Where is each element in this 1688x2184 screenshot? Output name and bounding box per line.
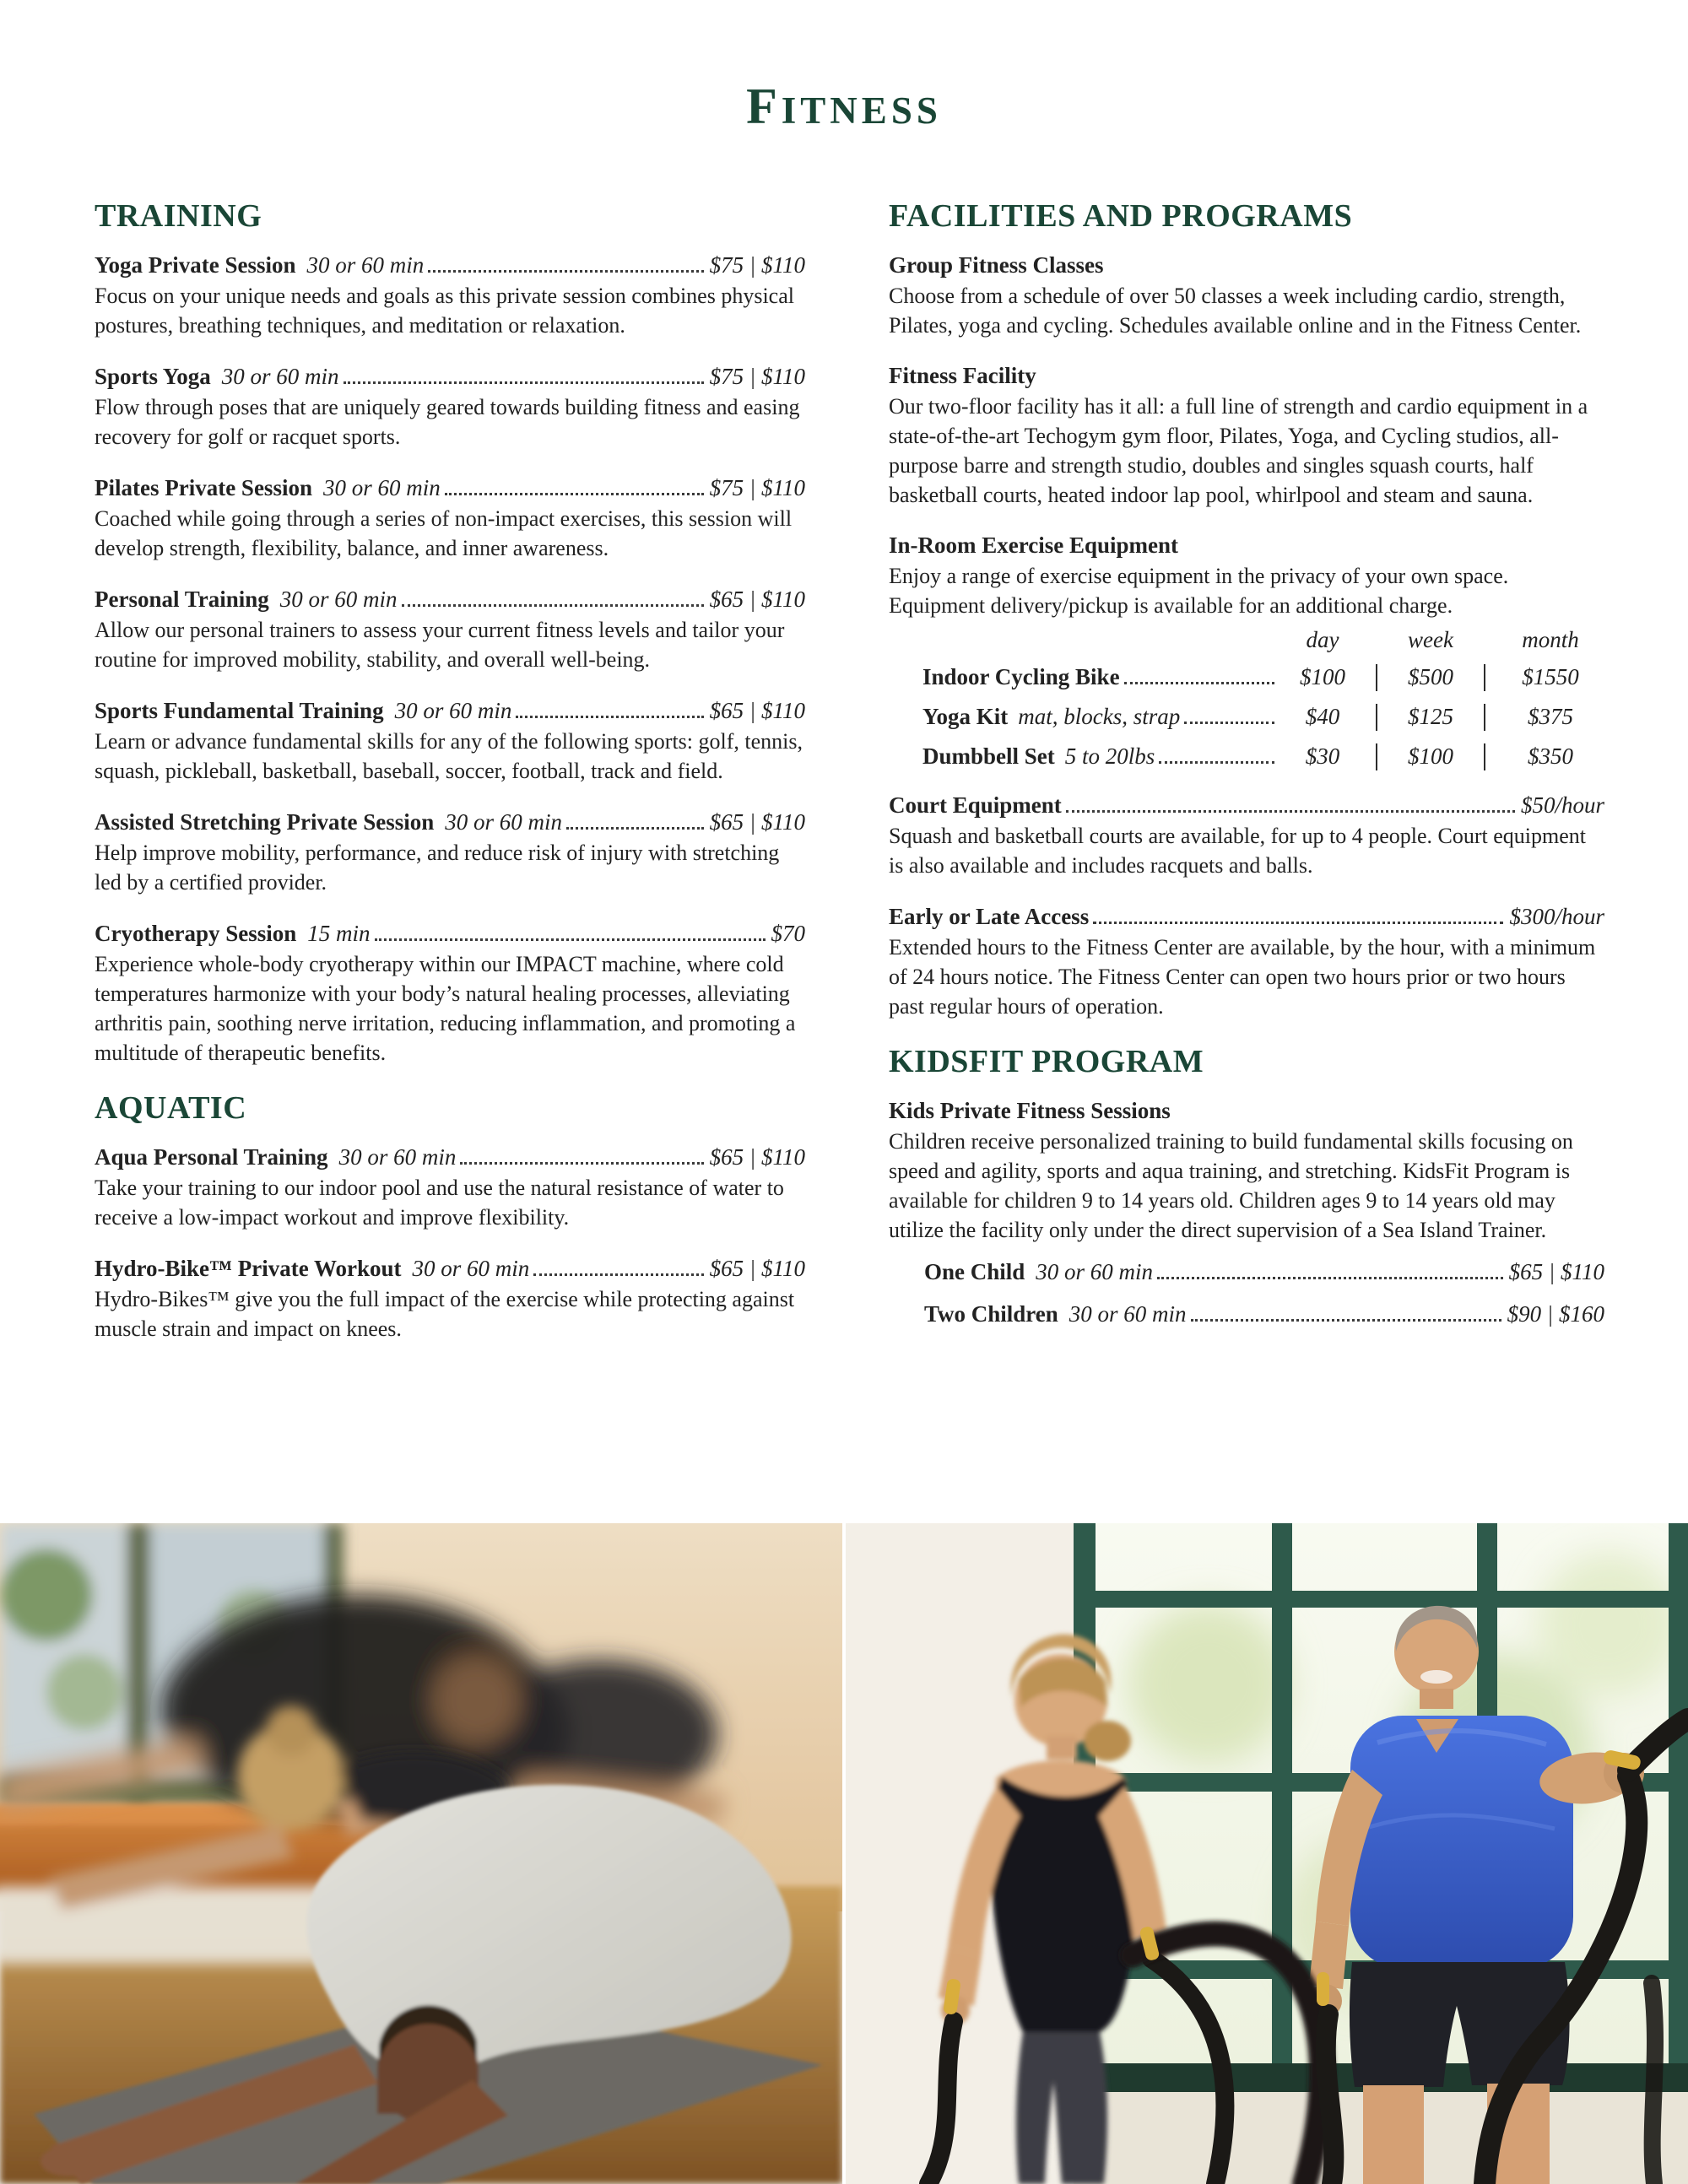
price-month: $1550: [1522, 664, 1579, 689]
dot-leader: [566, 827, 704, 830]
service-price: $50/hour: [1520, 792, 1604, 818]
service-duration: 30 or 60 min: [279, 587, 398, 612]
service-item: [95, 250, 805, 340]
service-duration: 30 or 60 min: [394, 698, 512, 723]
service-duration: 30 or 60 min: [412, 1256, 530, 1281]
service-name: Aqua Personal Training: [95, 1144, 328, 1170]
section-heading-facilities: FACILITIES AND PROGRAMS: [889, 198, 1353, 234]
price-week: $500: [1408, 664, 1453, 689]
price-month: $375: [1528, 704, 1573, 729]
dot-leader: [1066, 810, 1515, 813]
equipment-name: Yoga Kit: [922, 704, 1009, 729]
page-title: [0, 78, 1688, 134]
equipment-rental-table: [889, 625, 1604, 771]
page-title-rest: ITNESS: [781, 89, 942, 132]
info-title: In-Room Exercise Equipment: [889, 532, 1179, 558]
service-duration: 30 or 60 min: [322, 475, 441, 500]
service-duration: 15 min: [307, 921, 371, 946]
service-name: Personal Training: [95, 587, 269, 612]
service-description: Flow through poses that are uniquely geared towards building fitness and easing recovery for golf or racquet sports.: [95, 395, 800, 449]
service-price: $70: [771, 921, 805, 946]
column-header-month: month: [1522, 627, 1579, 652]
price-month: $350: [1528, 743, 1573, 769]
equipment-name: Indoor Cycling Bike: [922, 664, 1120, 689]
service-item: [95, 584, 805, 674]
price-divider: [1376, 664, 1377, 691]
service-duration: 30 or 60 min: [221, 364, 339, 389]
service-item: [889, 790, 1604, 880]
service-name: Sports Fundamental Training: [95, 698, 384, 723]
dot-leader: [375, 938, 766, 941]
service-duration: 30 or 60 min: [1036, 1259, 1154, 1284]
equipment-row: [889, 702, 1604, 732]
right-column: [889, 197, 1604, 1329]
photo-battle-ropes-art: [846, 1523, 1688, 2184]
dot-leader: [533, 1273, 703, 1276]
service-duration: 30 or 60 min: [445, 809, 563, 835]
service-description: Learn or advance fundamental skills for any of the following sports: golf, tennis, squash, pickleball, basketball, baseball, soccer, football, track and field.: [95, 729, 803, 783]
service-item: [95, 807, 805, 897]
dot-leader: [1184, 722, 1274, 724]
service-price: $75 | $110: [709, 252, 805, 278]
price-day: $30: [1305, 743, 1340, 769]
page-title-initial: F: [746, 78, 782, 134]
info-block: [889, 250, 1604, 340]
service-name: Two Children: [924, 1301, 1058, 1327]
equipment-name: Dumbbell Set: [922, 743, 1055, 769]
equipment-row: [889, 662, 1604, 692]
service-duration: 30 or 60 min: [338, 1144, 457, 1170]
service-description: Squash and basketball courts are available, for up to 4 people. Court equipment is also available and includes racquets and balls.: [889, 824, 1586, 878]
photo-battle-ropes: [846, 1523, 1688, 2184]
service-description: Coached while going through a series of non-impact exercises, this session will develop strength, flexibility, balance, and inner awareness.: [95, 506, 793, 560]
info-title: Group Fitness Classes: [889, 252, 1104, 278]
dot-leader: [460, 1162, 703, 1165]
info-description: Choose from a schedule of over 50 classes a week including cardio, strength, Pilates, yoga and cycling. Schedules available online and in the Fitness Center.: [889, 284, 1582, 338]
service-price: $300/hour: [1509, 904, 1604, 929]
equipment-table-header: [889, 625, 1604, 655]
dot-leader: [1124, 682, 1274, 684]
service-description: Extended hours to the Fitness Center are available, by the hour, with a minimum of 24 hours notice. The Fitness Center can open two hours prior or two hours past regular hours of operation.: [889, 935, 1596, 1019]
dot-leader: [445, 493, 704, 495]
service-item: [95, 1142, 805, 1232]
price-week: $100: [1408, 743, 1453, 769]
section-heading-aquatic: AQUATIC: [95, 1090, 247, 1126]
info-block: [889, 1095, 1604, 1245]
dot-leader: [1191, 1319, 1501, 1322]
dot-leader: [1159, 761, 1274, 764]
dot-leader: [344, 381, 704, 384]
service-name: Sports Yoga: [95, 364, 211, 389]
service-price: $65 | $110: [709, 1144, 805, 1170]
service-duration: 30 or 60 min: [306, 252, 425, 278]
dot-leader: [402, 604, 704, 607]
column-header-gap: [1473, 625, 1496, 655]
kids-service-item: [889, 1300, 1604, 1329]
price-divider: [1484, 664, 1485, 691]
service-price: $65 | $110: [709, 587, 805, 612]
service-description: Focus on your unique needs and goals as this private session combines physical postures, breathing techniques, and meditation or relaxation.: [95, 284, 794, 338]
service-item: [95, 695, 805, 786]
service-price: $90 | $160: [1507, 1301, 1604, 1327]
section-heading-training: TRAINING: [95, 198, 262, 234]
service-price: $65 | $110: [709, 809, 805, 835]
left-column: [95, 197, 805, 1365]
service-item: [889, 901, 1604, 1021]
dot-leader: [516, 716, 703, 718]
service-name: Hydro-Bike™ Private Workout: [95, 1256, 402, 1281]
service-name: Court Equipment: [889, 792, 1062, 818]
service-description: Take your training to our indoor pool and use the natural resistance of water to receive a low-impact workout and improve flexibility.: [95, 1176, 784, 1230]
info-description: Enjoy a range of exercise equipment in the privacy of your own space. Equipment delivery/pickup is available for an additional charge.: [889, 564, 1509, 618]
service-item: [95, 1253, 805, 1343]
service-description: Allow our personal trainers to assess your current fitness levels and tailor your routine for improved mobility, stability, and overall well-being.: [95, 618, 785, 672]
service-price: $65 | $110: [709, 698, 805, 723]
service-name: Pilates Private Session: [95, 475, 312, 500]
service-price: $75 | $110: [709, 475, 805, 500]
service-item: [95, 918, 805, 1068]
service-item: [95, 361, 805, 451]
column-header-gap: [1365, 625, 1388, 655]
info-title: Fitness Facility: [889, 363, 1036, 388]
service-name: Cryotherapy Session: [95, 921, 297, 946]
service-name: Assisted Stretching Private Session: [95, 809, 435, 835]
info-title: Kids Private Fitness Sessions: [889, 1098, 1171, 1123]
photo-yoga-class-art: [0, 1523, 842, 2184]
service-price: $75 | $110: [709, 364, 805, 389]
service-description: Hydro-Bikes™ give you the full impact of the exercise while protecting against muscle strain and impact on knees.: [95, 1287, 795, 1341]
column-header-day: day: [1306, 627, 1339, 652]
service-name: Yoga Private Session: [95, 252, 296, 278]
service-description: Experience whole-body cryotherapy within our IMPACT machine, where cold temperatures harmonize with your body’s natural healing processes, alleviating arthritis pain, soothing nerve irritation, reducing inflammation, and promoting a multitude of therapeutic benefits.: [95, 952, 796, 1065]
service-name: Early or Late Access: [889, 904, 1090, 929]
section-heading-kidsfit: KIDSFIT PROGRAM: [889, 1044, 1204, 1079]
dot-leader: [1157, 1277, 1503, 1279]
price-divider: [1484, 743, 1485, 770]
equipment-note: mat, blocks, strap: [1018, 704, 1181, 729]
price-day: $100: [1300, 664, 1345, 689]
price-divider: [1376, 704, 1377, 731]
service-item: [95, 473, 805, 563]
price-day: $40: [1305, 704, 1340, 729]
price-divider: [1484, 704, 1485, 731]
equipment-row: [889, 742, 1604, 771]
photo-strip: [0, 1523, 1688, 2184]
info-description: Our two-floor facility has it all: a full line of strength and cardio equipment in a state-of-the-art Techogym gym floor, Pilates, Yoga, and Cycling studios, all-purpose barre and strength studio, doubles and singles squash courts, half basketball courts, heated indoor lap pool, whirlpool and steam and sauna.: [889, 394, 1588, 507]
service-price: $65 | $110: [1508, 1259, 1604, 1284]
kids-service-item: [889, 1257, 1604, 1287]
service-description: Help improve mobility, performance, and reduce risk of injury with stretching led by a certified provider.: [95, 841, 780, 895]
info-block: [889, 360, 1604, 510]
dot-leader: [428, 270, 703, 273]
info-description: Children receive personalized training to build fundamental skills focusing on speed and agility, sports and aqua training, and stretching. KidsFit Program is available for children 9 to 14 years old. Children ages 9 to 14 years old may utilize the facility only under the direct supervision of a Sea Island Trainer.: [889, 1129, 1573, 1242]
service-duration: 30 or 60 min: [1069, 1301, 1187, 1327]
service-name: One Child: [924, 1259, 1025, 1284]
column-header-week: week: [1408, 627, 1453, 652]
photo-yoga-class: [0, 1523, 842, 2184]
service-price: $65 | $110: [709, 1256, 805, 1281]
price-week: $125: [1408, 704, 1453, 729]
dot-leader: [1093, 922, 1503, 924]
info-block: [889, 530, 1604, 620]
price-divider: [1376, 743, 1377, 770]
equipment-note: 5 to 20lbs: [1064, 743, 1155, 769]
